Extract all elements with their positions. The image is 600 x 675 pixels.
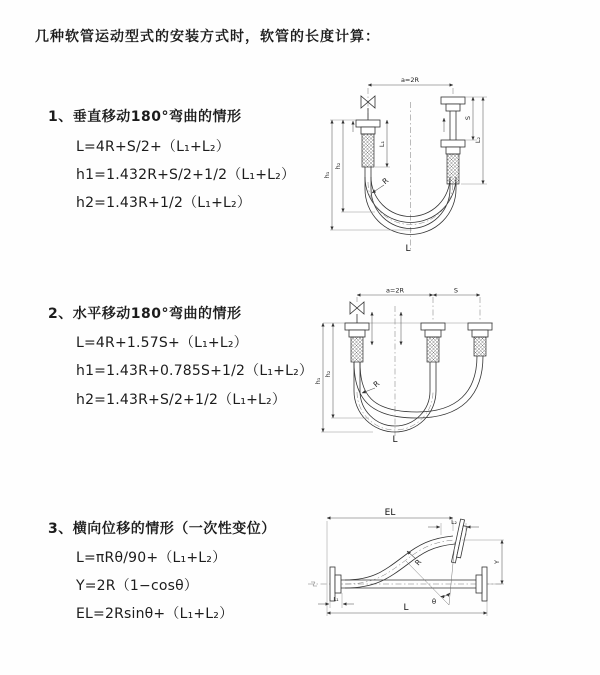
dim-label-y: Y <box>493 560 501 564</box>
dim-label-length: L <box>403 603 409 613</box>
section-1-formula-h2: h2=1.43R+1/2（L₁+L₂） <box>76 195 252 211</box>
dim-label-stroke: S <box>453 286 459 295</box>
dim-label-r: R <box>380 175 391 187</box>
dim-label-length: L <box>392 435 398 445</box>
section-1-formula-L: L=4R+S/2+（L₁+L₂） <box>76 139 230 155</box>
dim-label-l2: L₂ <box>474 136 482 144</box>
valve-icon <box>361 96 375 120</box>
dim-label-h1: h₁ <box>314 377 322 385</box>
diagram-horizontal-bend <box>311 286 503 446</box>
dimensions <box>314 287 480 446</box>
angle-construction <box>406 542 455 606</box>
centerlines <box>323 297 493 436</box>
left-fitting <box>345 323 369 362</box>
valve-icon <box>350 302 364 323</box>
braid-hatch <box>474 337 486 356</box>
section-2-formula-h2: h2=1.43R+S/2+1/2（L₁+L₂） <box>76 392 287 408</box>
right-fitting <box>441 97 465 184</box>
section-1-heading: 1、垂直移动180°弯曲的情形 <box>48 109 242 125</box>
dim-label-h2: h₂ <box>324 370 332 378</box>
section-3-heading: 3、横向位移的情形（一次性变位） <box>48 521 276 537</box>
dim-label-theta: θ <box>431 598 437 606</box>
centerlines <box>368 88 453 252</box>
dim-label-h1: h₁ <box>323 171 331 179</box>
braid-hatch <box>362 134 374 167</box>
dim-label-span: a=2R <box>400 76 420 84</box>
section-1-formula-h1: h1=1.432R+S/2+1/2（L₁+L₂） <box>76 167 296 183</box>
braid-hatch <box>351 337 363 362</box>
left-flange <box>330 567 341 601</box>
dim-label-l1: L₁ <box>378 140 386 148</box>
diagram-vertical-bend <box>315 72 515 257</box>
dim-label-l1: L₁ <box>333 597 339 603</box>
right-fitting <box>468 323 492 356</box>
middle-fitting <box>421 323 445 362</box>
section-2-formula-L: L=4R+1.57S+（L₁+L₂） <box>76 335 248 351</box>
section-2-formula-h1: h1=1.43R+0.785S+1/2（L₁+L₂） <box>76 363 314 379</box>
left-fitting <box>356 120 380 167</box>
right-flange <box>476 567 487 601</box>
hose-curves <box>354 356 483 432</box>
section-2-heading: 2、水平移动180°弯曲的情形 <box>48 306 242 322</box>
braid-hatch <box>427 337 439 362</box>
dim-label-s: S <box>464 115 472 121</box>
dim-label-l2: L₂ <box>451 519 457 526</box>
section-3-formula-EL: EL=2Rsinθ+（L₁+L₂） <box>76 606 234 622</box>
dim-label-r: R <box>371 378 382 390</box>
braid-hatch <box>447 154 459 184</box>
diagram-lateral-displacement <box>306 503 514 628</box>
dim-label-length: L <box>405 244 411 254</box>
dim-label-h2: h₂ <box>334 162 342 170</box>
dim-label-el: EL <box>384 508 396 518</box>
section-3-formula-L: L=πRθ/90+（L₁+L₂） <box>76 550 227 566</box>
dim-label-span: a=2R <box>385 286 405 295</box>
dim-label-r: R <box>412 557 424 568</box>
section-3-formula-Y: Y=2R（1−cosθ） <box>76 578 199 594</box>
page-title: 几种软管运动型式的安装方式时，软管的长度计算： <box>35 29 380 45</box>
